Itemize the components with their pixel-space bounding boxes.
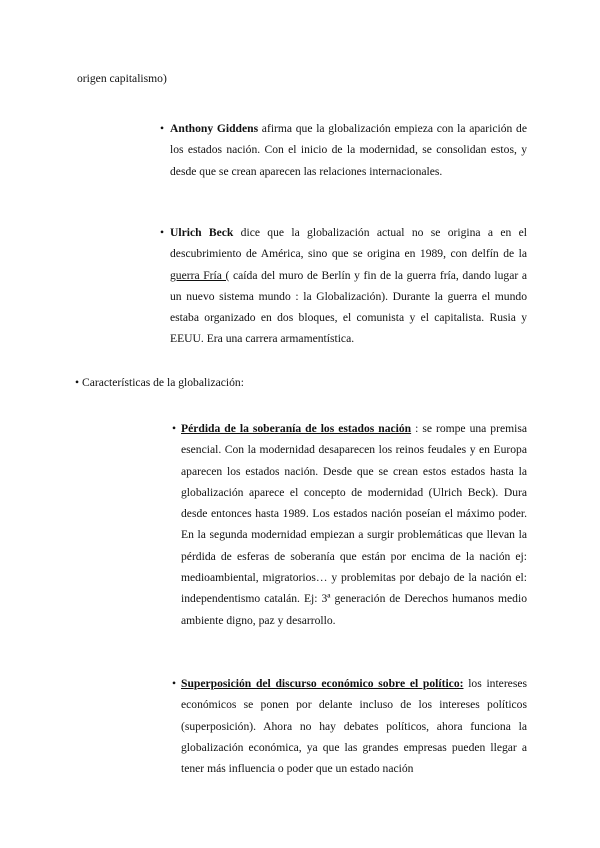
bullet: •	[160, 226, 165, 239]
soberania-paragraph	[172, 418, 527, 631]
section-heading	[75, 372, 244, 393]
superposicion-text: los intereses económicos se ponen por delante incluso de los intereses políticos (superposición). Ahora no hay debates políticos, ahora funciona la globalización económica, ya que las grandes empresas pueden llegar a tener más influencia o poder que un estado nación	[181, 677, 528, 776]
giddens-text: afirma que la globalización empieza con la aparición de los estados nación. Con el inicio de la modernidad, se consolidan estos, y desde que se crean aparecen las relaciones internacionales.	[170, 122, 527, 178]
beck-name: Ulrich Beck	[170, 226, 234, 239]
soberania-title: Pérdida de la soberanía de los estados nación	[181, 422, 412, 435]
beck-paragraph	[160, 222, 527, 350]
giddens-paragraph	[160, 118, 527, 182]
bullet: •	[160, 122, 165, 135]
guerra-fria-link[interactable]: guerra Fría (	[170, 268, 230, 282]
superposicion-paragraph	[172, 673, 528, 779]
bullet: •	[172, 677, 177, 690]
bullet: •	[75, 376, 80, 389]
superposicion-title: Superposición del discurso económico sobre el político:	[181, 677, 464, 690]
beck-text-2: caída del muro de Berlín y fin de la guerra fría, dando lugar a un nuevo sistema mundo : la Globalización). Durante la guerra el mundo estaba organizado en dos bloques, el comunista y el capitalista. Rusia y EEUU. Era una carrera armamentística.	[170, 268, 527, 346]
giddens-name: Anthony Giddens	[170, 122, 259, 135]
heading-text: Características de la globalización:	[82, 376, 244, 389]
soberania-text: : se rompe una premisa esencial. Con la modernidad desaparecen los reinos feudales y en Europa aparecen los estados nación. Desde que se crean estos estados hasta la globalización aparece el concepto de modernidad (Ulrich Beck). Dura desde entonces hasta 1989. Los estados nación poseían el máximo poder. En la segunda modernidad empiezan a surgir problemáticas que llevan la pérdida de esferas de soberanía que están por encima de la nación ej: medioambiental, migratorios… y problemitas por debajo de la nación el: independentismo catalán. Ej: 3ª generación de Derechos humanos medio ambiente digno, paz y desarrollo.	[181, 422, 527, 627]
bullet: •	[172, 422, 177, 435]
intro-line: origen capitalismo)	[77, 72, 167, 85]
beck-text-1: dice que la globalización actual no se origina a en el descubrimiento de América, sino que se origina en 1989, con delfín de la	[170, 226, 527, 261]
